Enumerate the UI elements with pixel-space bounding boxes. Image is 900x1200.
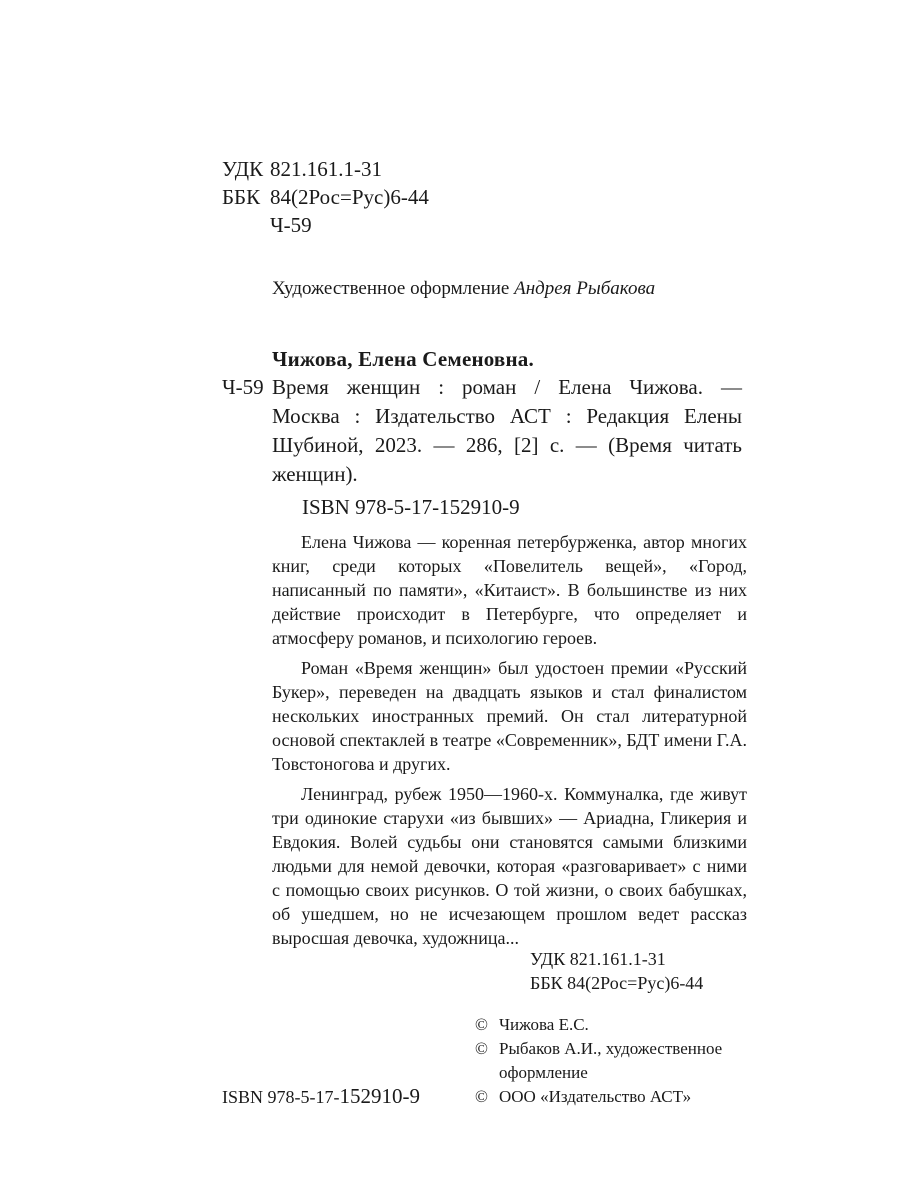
- isbn-prefix: ISBN 978-5-17-: [222, 1087, 340, 1107]
- bottom-udk: УДК 821.161.1-31: [530, 949, 666, 969]
- design-credit-name: Андрея Рыбакова: [514, 278, 656, 299]
- bottom-isbn: [222, 1084, 420, 1109]
- bbk-value: 84(2Рос=Рус)6-44: [270, 185, 429, 209]
- catalog-description: [272, 373, 742, 489]
- catalog-isbn: ISBN 978-5-17-152910-9: [302, 495, 520, 519]
- udk-row: [222, 155, 429, 183]
- catalog-author: Чижова, Елена Семеновна.: [272, 347, 534, 371]
- bottom-bbk: ББК 84(2Рос=Рус)6-44: [530, 973, 704, 993]
- bottom-classification: [530, 947, 703, 995]
- catalog-line: женщин).: [272, 462, 358, 486]
- copyright-text: оформление: [499, 1063, 588, 1082]
- top-classification: [222, 155, 429, 239]
- udk-label: УДК: [222, 157, 264, 181]
- copyright-symbol: ©: [475, 1015, 488, 1034]
- copyright-symbol: ©: [475, 1039, 488, 1058]
- udk-value: 821.161.1-31: [270, 157, 382, 181]
- annotation-paragraph: Ленинград, рубеж 1950—1960-х. Коммуналка, где живут три одинокие старухи «из бывших» — Ариадна, Гликерия и Евдокия. Волей судьбы они становятся самыми близкими людьми для немой девочки, которая «разговаривает» с ними с помощью своих рисунков. О той жизни, о своих бабушках, об ушедшем, но не исчезающем прошлом ведет рассказ выросшая девочка, художница...: [272, 784, 747, 948]
- catalog-line: Время женщин : роман / Елена Чижова. —: [272, 375, 742, 399]
- copyright-text: Чижова Е.С.: [499, 1015, 589, 1034]
- catalog-line: Москва : Издательство АСТ : Редакция Елены: [272, 404, 742, 428]
- design-credit-text: Художественное оформление: [272, 278, 510, 299]
- design-credit: [272, 278, 655, 300]
- copyright-line: [475, 1013, 722, 1037]
- bbk-label: ББК: [222, 185, 261, 209]
- isbn-suffix: 152910-9: [339, 1084, 420, 1108]
- copyright-line: [475, 1085, 722, 1109]
- copyright-line: [475, 1037, 722, 1061]
- author-mark: Ч-59: [270, 213, 312, 237]
- annotation-paragraph: Роман «Время женщин» был удостоен премии «Русский Букер», переведен на двадцать языков и стал финалистом нескольких иностранных премий. Он стал литературной основой спектаклей в театре «Современник», БДТ имени Г.А. Товстоногова и других.: [272, 658, 747, 774]
- copyright-text: ООО «Издательство АСТ»: [499, 1087, 692, 1106]
- catalog-line: Шубиной, 2023. — 286, [2] с. — (Время читать: [272, 433, 742, 457]
- copyright-symbol: ©: [475, 1087, 488, 1106]
- copyright-text: Рыбаков А.И., художественное: [499, 1039, 723, 1058]
- annotation: [272, 530, 747, 956]
- copyright-line: [475, 1061, 722, 1085]
- annotation-paragraph: Елена Чижова — коренная петербурженка, автор многих книг, среди которых «Повелитель вещей», «Город, написанный по памяти», «Китаист». В большинстве из них действие происходит в Петербурге, что определяет и атмосферу романов, и психологию героев.: [272, 532, 747, 648]
- catalog-mark: Ч-59: [222, 375, 264, 399]
- bbk-row: [222, 183, 429, 211]
- copyright-block: [475, 1013, 722, 1109]
